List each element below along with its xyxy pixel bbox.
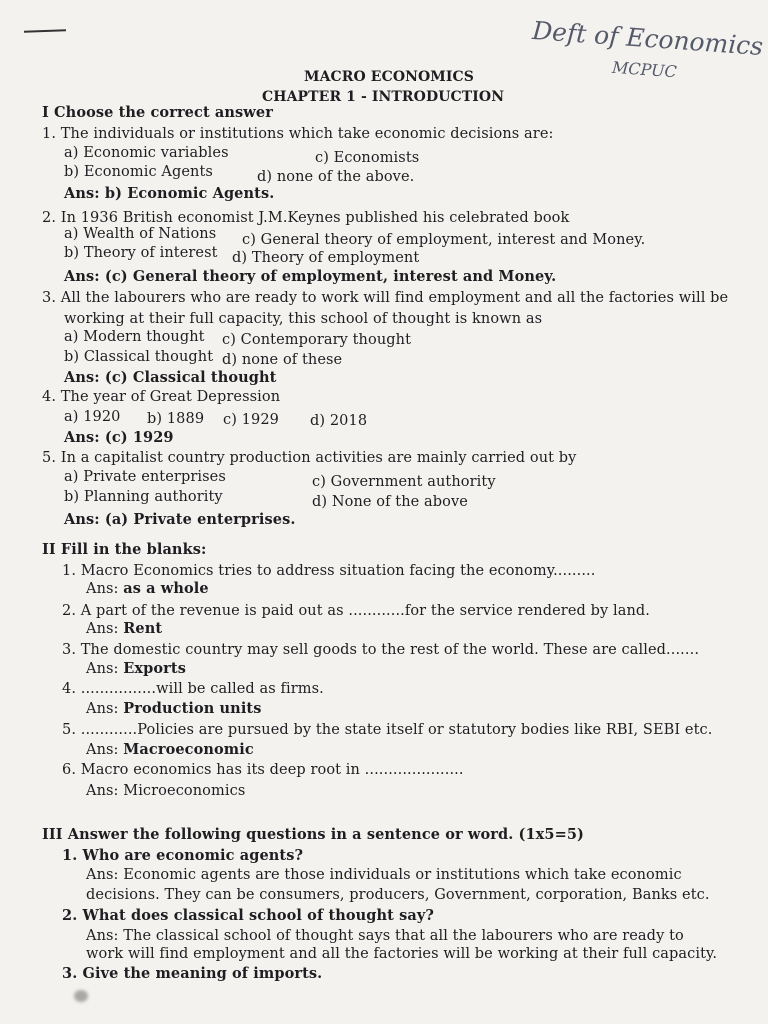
option-a: a) Modern thought — [64, 329, 205, 345]
question-text-cont: working at their full capacity, this school of thought is known as — [64, 311, 543, 327]
answer-text: Ans: (a) Private enterprises. — [64, 511, 296, 528]
blank-question: 1. Macro Economics tries to address situation facing the economy......... — [62, 563, 596, 579]
option-d: d) none of these — [222, 352, 343, 368]
option-d: d) None of the above — [312, 494, 468, 510]
short-answer-cont: work will find employment and all the factories will be working at their full capacity. — [86, 946, 718, 962]
option-d: d) Theory of employment — [232, 250, 420, 266]
page-title: MACRO ECONOMICS — [304, 69, 475, 85]
question-text: 5. In a capitalist country production activities are mainly carried out by — [42, 450, 577, 466]
blank-answer: Ans: Microeconomics — [86, 783, 246, 799]
option-b: b) Classical thought — [64, 349, 214, 365]
blank-question: 5. ............Policies are pursued by the state itself or statutory bodies like RBI, SEBI etc. — [62, 722, 713, 738]
blank-question: 2. A part of the revenue is paid out as ............for the service rendered by land. — [62, 603, 650, 619]
answer-text: Ans: (c) 1929 — [64, 429, 174, 446]
option-d: d) 2018 — [310, 413, 368, 429]
option-c: c) Contemporary thought — [222, 332, 412, 348]
short-answer-cont: decisions. They can be consumers, producers, Government, corporation, Banks etc. — [86, 887, 710, 903]
option-c: c) Government authority — [312, 474, 496, 490]
short-question: 1. Who are economic agents? — [62, 847, 304, 864]
option-c: c) Economists — [315, 150, 420, 166]
option-a: a) Economic variables — [64, 145, 229, 161]
option-b: b) Economic Agents — [64, 164, 213, 180]
option-b: b) Planning authority — [64, 489, 223, 505]
option-c: c) General theory of employment, interest and Money. — [242, 232, 646, 248]
blank-answer: Ans: Production units — [86, 700, 262, 717]
answer-text: Ans: b) Economic Agents. — [64, 185, 275, 202]
question-text: 1. The individuals or institutions which take economic decisions are: — [42, 126, 554, 142]
ink-smudge — [74, 990, 88, 1002]
handwritten-annotation-sub: MCPUC — [611, 57, 678, 82]
option-b: b) Theory of interest — [64, 245, 218, 261]
blank-answer: Ans: Macroeconomic — [86, 741, 254, 758]
option-a: a) Wealth of Nations — [64, 226, 217, 242]
section-heading: III Answer the following questions in a sentence or word. (1x5=5) — [42, 826, 584, 843]
option-d: d) none of the above. — [257, 169, 415, 185]
section-heading: I Choose the correct answer — [42, 104, 273, 121]
answer-text: Ans: (c) General theory of employment, interest and Money. — [64, 268, 557, 285]
short-question: 3. Give the meaning of imports. — [62, 965, 323, 982]
answer-text: Ans: (c) Classical thought — [64, 369, 277, 386]
handwritten-annotation: Deft of Economics — [531, 15, 765, 62]
question-text: 3. All the labourers who are ready to work will find employment and all the factories will be — [42, 290, 729, 306]
option-c: c) 1929 — [223, 412, 279, 428]
section-heading: II Fill in the blanks: — [42, 541, 207, 558]
blank-question: 3. The domestic country may sell goods to the rest of the world. These are called....... — [62, 642, 700, 658]
short-answer: Ans: The classical school of thought says that all the labourers who are ready to — [86, 928, 684, 944]
blank-answer: Ans: Rent — [86, 620, 163, 637]
pen-mark — [24, 29, 66, 32]
blank-question: 4. ................will be called as firms. — [62, 681, 324, 697]
blank-answer: Ans: Exports — [86, 660, 186, 677]
blank-answer: Ans: as a whole — [86, 580, 209, 597]
short-question: 2. What does classical school of thought say? — [62, 907, 434, 924]
chapter-title: CHAPTER 1 - INTRODUCTION — [262, 89, 505, 105]
option-a: a) Private enterprises — [64, 469, 226, 485]
question-text: 4. The year of Great Depression — [42, 389, 281, 405]
question-text: 2. In 1936 British economist J.M.Keynes published his celebrated book — [42, 210, 570, 226]
blank-question: 6. Macro economics has its deep root in ..................... — [62, 762, 464, 778]
option-b: b) 1889 — [147, 411, 205, 427]
option-a: a) 1920 — [64, 409, 121, 425]
short-answer: Ans: Economic agents are those individuals or institutions which take economic — [86, 867, 682, 883]
